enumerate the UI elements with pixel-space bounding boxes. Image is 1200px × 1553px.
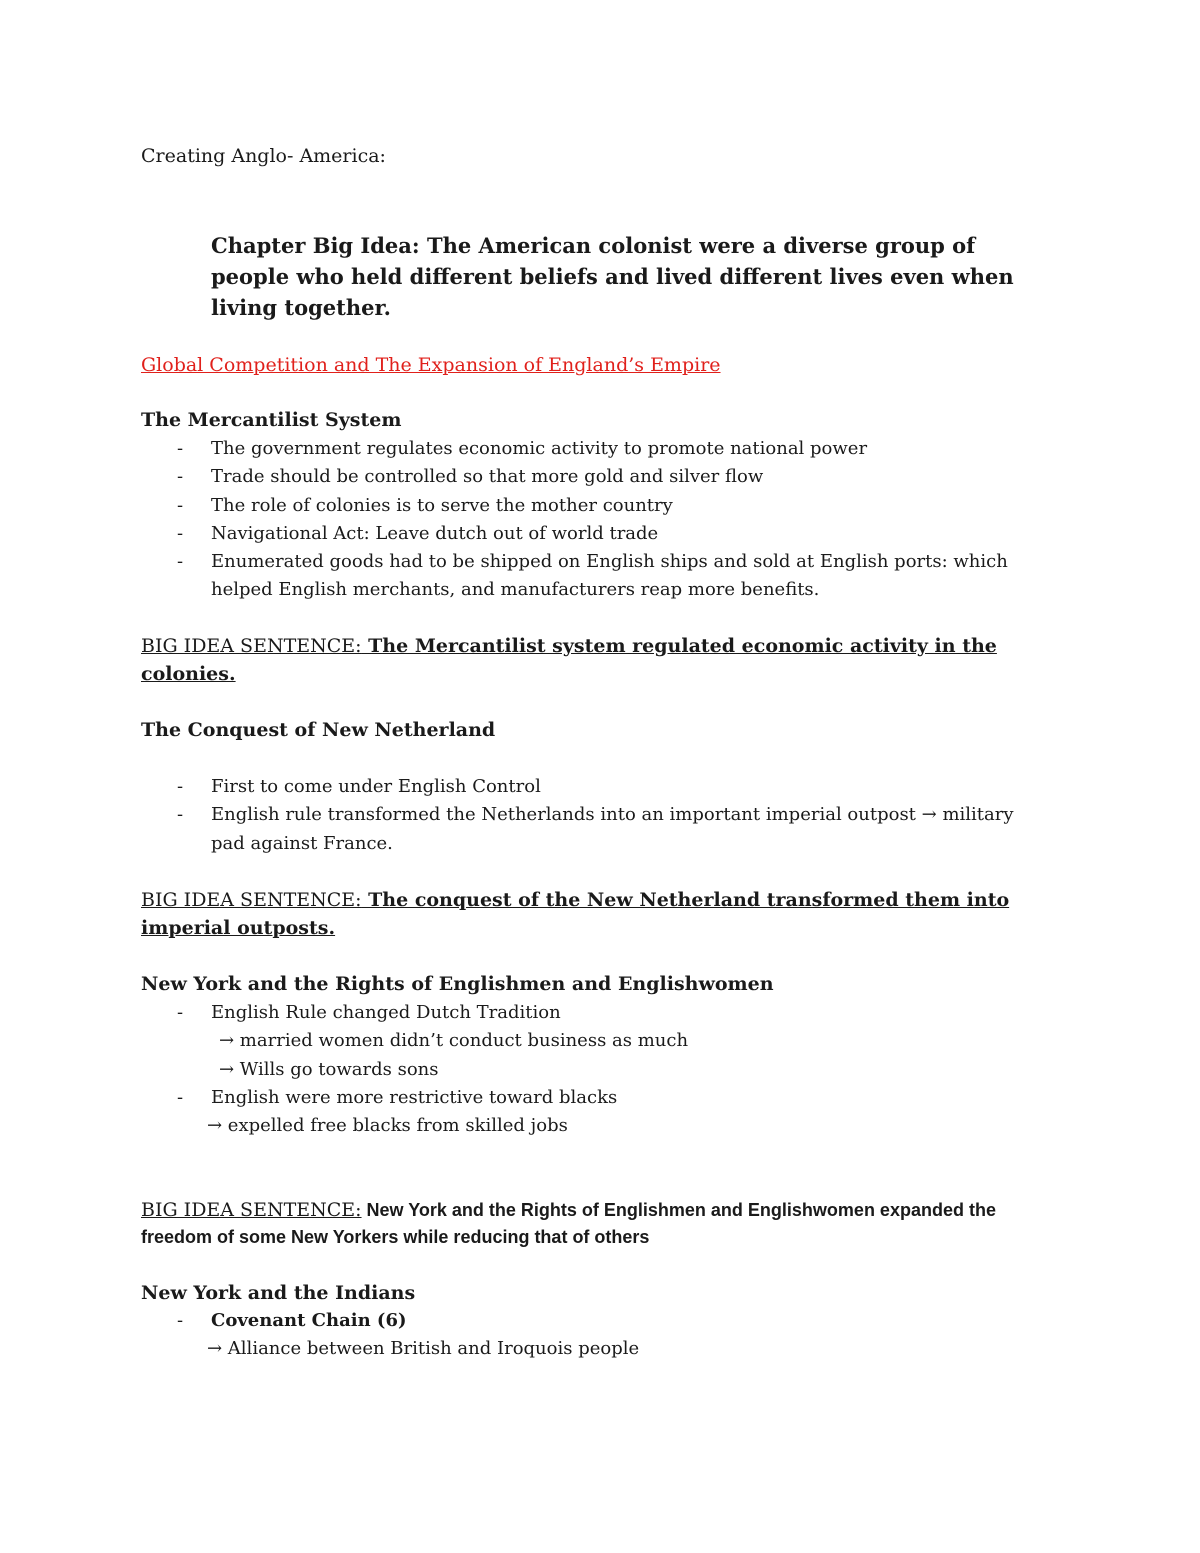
big-idea-line: people who held different beliefs and lived different lives even when	[211, 264, 1014, 289]
heading-new-york-indians: New York and the Indians	[141, 1282, 416, 1304]
big-idea-sentence-label: BIG IDEA SENTENCE:	[141, 1199, 362, 1221]
bullet-dash: -	[177, 494, 184, 516]
list-item: - Navigational Act: Leave dutch out of world trade	[141, 520, 1008, 548]
list-item: - Covenant Chain (6)	[141, 1307, 639, 1335]
big-idea-sentence-text: The conquest of the New Netherland transformed them into	[361, 889, 1010, 911]
newyork-indians-bullet-list	[141, 1307, 639, 1364]
bullet-dash: -	[177, 1310, 184, 1331]
list-item: - Enumerated goods had to be shipped on English ships and sold at English ports: which	[141, 548, 1008, 576]
big-idea-sentence-text: imperial outposts.	[141, 917, 336, 939]
bullet-dash: -	[177, 551, 184, 573]
list-subitem: → Alliance between British and Iroquois people	[207, 1338, 640, 1360]
big-idea-sentence-netherland	[141, 886, 1061, 942]
heading-new-york-rights: New York and the Rights of Englishmen and Englishwomen	[141, 973, 774, 995]
big-idea-sentence-text: The Mercantilist system regulated economic activity in the	[361, 635, 997, 657]
bullet-dash: -	[177, 1002, 184, 1023]
list-item-continuation: helped English merchants, and manufacturers reap more benefits.	[211, 579, 820, 601]
big-idea-sentence-mercantilist	[141, 632, 1061, 688]
document-title: Creating Anglo- America:	[141, 145, 386, 167]
bullet-dash: -	[177, 466, 184, 488]
big-idea-sentence-text: colonies.	[141, 663, 236, 685]
big-idea-sentence-label: BIG IDEA SENTENCE:	[141, 635, 362, 657]
list-item: - English rule transformed the Netherlands into an important imperial outpost → military	[141, 801, 1014, 829]
netherland-bullet-list	[141, 773, 1014, 858]
big-idea-sentence-text: New York and the Rights of Englishmen and Englishwomen expanded the	[361, 1200, 996, 1220]
list-item: - English Rule changed Dutch Tradition	[141, 999, 688, 1027]
bullet-dash: -	[177, 804, 184, 826]
heading-mercantilist-system: The Mercantilist System	[141, 409, 402, 431]
chapter-big-idea	[211, 230, 1071, 323]
bullet-dash: -	[177, 776, 184, 797]
list-item: - The government regulates economic activity to promote national power	[141, 435, 1008, 463]
list-subitem: → Wills go towards sons	[219, 1058, 439, 1080]
mercantilist-bullet-list	[141, 435, 1008, 605]
list-item: - First to come under English Control	[141, 773, 1014, 801]
bullet-dash: -	[177, 1086, 184, 1108]
big-idea-line: Chapter Big Idea: The American colonist were a diverse group of	[211, 233, 976, 258]
list-item-continuation: pad against France.	[211, 832, 393, 854]
bullet-dash: -	[177, 522, 184, 544]
section-heading: Global Competition and The Expansion of England’s Empire	[141, 354, 721, 376]
list-subitem: → married women didn’t conduct business as much	[219, 1030, 689, 1052]
list-item: - English were more restrictive toward blacks	[141, 1084, 688, 1112]
newyork-rights-bullet-list	[141, 999, 688, 1140]
list-subitem: → expelled free blacks from skilled jobs	[207, 1115, 568, 1137]
big-idea-sentence-label: BIG IDEA SENTENCE:	[141, 889, 362, 911]
big-idea-line: living together.	[211, 295, 391, 320]
list-item: - Trade should be controlled so that more gold and silver flow	[141, 463, 1008, 491]
list-item: - The role of colonies is to serve the mother country	[141, 492, 1008, 520]
big-idea-sentence-text: freedom of some New Yorkers while reducing that of others	[141, 1227, 650, 1247]
big-idea-sentence-newyork-rights	[141, 1197, 1061, 1251]
heading-conquest-new-netherland: The Conquest of New Netherland	[141, 719, 496, 741]
bullet-dash: -	[177, 438, 184, 459]
